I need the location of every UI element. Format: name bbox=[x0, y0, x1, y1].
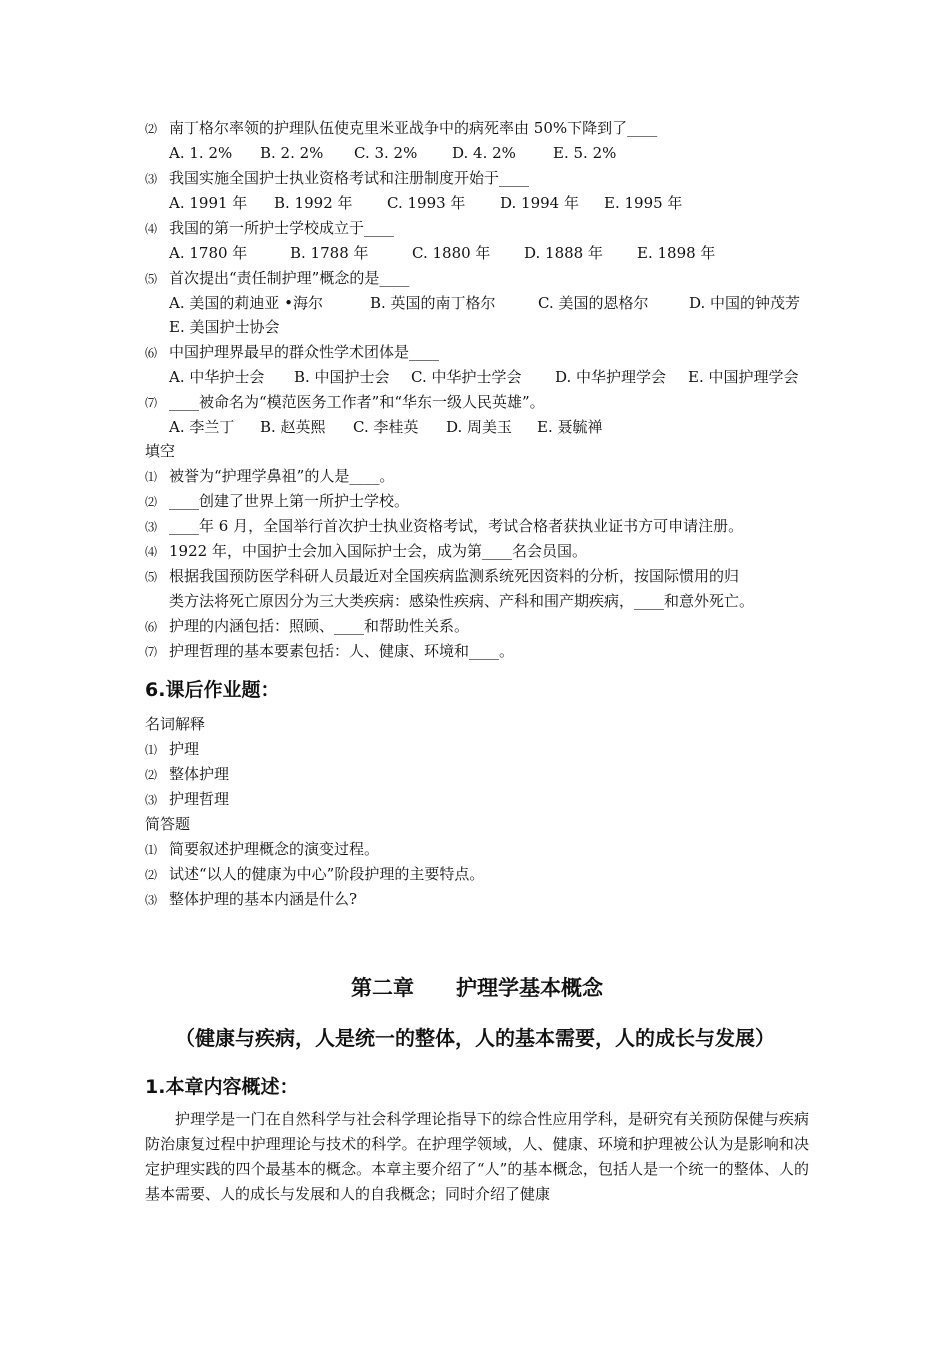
item-text: 护理哲理的基本要素包括：人、健康、环境和____。 bbox=[169, 642, 515, 660]
option-a: A. 1991 年 bbox=[169, 194, 248, 212]
item-number: ⑵ bbox=[145, 495, 158, 509]
option-e: E. 1995 年 bbox=[604, 194, 683, 212]
homework-title: 6.课后作业题： bbox=[145, 679, 280, 701]
item-text: 简要叙述护理概念的演变过程。 bbox=[169, 840, 380, 858]
option-d: D. 1888 年 bbox=[524, 244, 603, 262]
overview-paragraph: 护理学是一门在自然科学与社会科学理论指导下的综合性应用学科，是研究有关预防保健与疾病防治康复过程中护理理论与技术的科学。在护理学领域，人、健康、环境和护理被公认为是影响和决定护理实践的四个最基本的概念。本章主要介绍了“人”的基本概念，包括人是一个统一的整体、人的基本需要、人的成长与发展和人的自我概念；同时介绍了健康 bbox=[145, 1110, 809, 1203]
item-text: 整体护理的基本内涵是什么? bbox=[169, 890, 358, 908]
question-number: ⑶ bbox=[145, 172, 158, 186]
short-item bbox=[145, 864, 484, 885]
item-text: 1922 年，中国护士会加入国际护士会，成为第____名会员国。 bbox=[169, 542, 587, 560]
mcq-question bbox=[145, 118, 657, 139]
item-text: 护理的内涵包括：照顾、____和帮助性关系。 bbox=[169, 617, 470, 635]
item-text: 护理 bbox=[169, 740, 200, 758]
option-e: E. 1898 年 bbox=[637, 244, 716, 262]
option-row bbox=[0, 417, 950, 437]
mcq-question bbox=[145, 168, 529, 189]
question-number: ⑵ bbox=[145, 122, 158, 136]
option-row bbox=[0, 243, 950, 263]
question-text: 我国的第一所护士学校成立于____ bbox=[169, 219, 395, 237]
question-text: 中国护理界最早的群众性学术团体是____ bbox=[169, 343, 440, 361]
option-row bbox=[0, 367, 950, 387]
option-c: C. 李桂英 bbox=[353, 418, 419, 436]
item-text: 试述“以人的健康为中心”阶段护理的主要特点。 bbox=[169, 865, 485, 883]
short-item bbox=[145, 839, 379, 860]
item-text: 护理哲理 bbox=[169, 790, 230, 808]
item-number: ⑵ bbox=[145, 868, 158, 882]
fill-item bbox=[145, 516, 743, 537]
fill-heading: 填空 bbox=[145, 442, 176, 460]
option-row bbox=[0, 317, 950, 337]
terms-heading: 名词解释 bbox=[145, 715, 206, 733]
option-row bbox=[0, 293, 950, 313]
question-text: 我国实施全国护士执业资格考试和注册制度开始于____ bbox=[169, 169, 530, 187]
option-c: C. 美国的恩格尔 bbox=[538, 294, 649, 312]
option-c: C. 3. 2% bbox=[354, 144, 418, 162]
option-e: E. 中国护理学会 bbox=[688, 368, 799, 386]
option-row bbox=[0, 143, 950, 163]
option-d: D. 1994 年 bbox=[500, 194, 579, 212]
short-heading: 简答题 bbox=[145, 815, 191, 833]
option-d: D. 周美玉 bbox=[446, 418, 513, 436]
item-number: ⑶ bbox=[145, 793, 158, 807]
question-text: 南丁格尔率领的护理队伍使克里米亚战争中的病死率由 50%下降到了____ bbox=[169, 119, 658, 137]
option-a: A. 1780 年 bbox=[169, 244, 248, 262]
option-e: E. 美国护士协会 bbox=[169, 318, 280, 336]
question-text: ____被命名为“模范医务工作者”和“华东一级人民英雄”。 bbox=[169, 393, 545, 411]
option-a: A. 美国的莉迪亚 •海尔 bbox=[169, 294, 323, 312]
item-number: ⑴ bbox=[145, 843, 158, 857]
option-c: C. 中华护士学会 bbox=[411, 368, 522, 386]
item-text-continued: 类方法将死亡原因分为三大类疾病：感染性疾病、产科和围产期疾病，____和意外死亡。 bbox=[169, 592, 755, 610]
chapter-title bbox=[0, 975, 950, 1001]
chapter-number: 第二章 bbox=[351, 975, 414, 1000]
question-number: ⑹ bbox=[145, 346, 158, 360]
fill-item bbox=[145, 491, 409, 512]
chapter-name: 护理学基本概念 bbox=[456, 975, 603, 1000]
item-number: ⑷ bbox=[145, 545, 158, 559]
question-number: ⑺ bbox=[145, 396, 158, 410]
option-a: A. 李兰丁 bbox=[169, 418, 235, 436]
option-b: B. 赵英熙 bbox=[260, 418, 326, 436]
option-a: A. 中华护士会 bbox=[169, 368, 265, 386]
short-item bbox=[145, 889, 357, 910]
mcq-question bbox=[145, 392, 545, 413]
question-text: 首次提出“责任制护理”概念的是____ bbox=[169, 269, 410, 287]
question-number: ⑷ bbox=[145, 222, 158, 236]
fill-item bbox=[145, 541, 587, 562]
item-number: ⑺ bbox=[145, 645, 158, 659]
option-d: D. 中国的钟茂芳 bbox=[689, 294, 801, 312]
term-item bbox=[145, 739, 199, 760]
option-b: B. 1992 年 bbox=[274, 194, 353, 212]
option-d: D. 4. 2% bbox=[452, 144, 516, 162]
option-e: E. 聂毓禅 bbox=[537, 418, 603, 436]
option-row bbox=[0, 193, 950, 213]
item-number: ⑹ bbox=[145, 620, 158, 634]
option-b: B. 2. 2% bbox=[260, 144, 324, 162]
option-a: A. 1. 2% bbox=[169, 144, 233, 162]
overview-title: 1.本章内容概述： bbox=[145, 1076, 299, 1098]
chapter-subtitle: （健康与疾病，人是统一的整体，人的基本需要，人的成长与发展） bbox=[175, 1026, 775, 1050]
item-text: 根据我国预防医学科研人员最近对全国疾病监测系统死因资料的分析，按国际惯用的归 bbox=[169, 567, 740, 585]
option-c: C. 1880 年 bbox=[412, 244, 491, 262]
mcq-question bbox=[145, 342, 439, 363]
option-c: C. 1993 年 bbox=[387, 194, 466, 212]
question-number: ⑸ bbox=[145, 272, 158, 286]
item-number: ⑴ bbox=[145, 470, 158, 484]
mcq-question bbox=[145, 268, 409, 289]
term-item bbox=[145, 789, 229, 810]
item-text: 整体护理 bbox=[169, 765, 230, 783]
fill-item bbox=[145, 466, 394, 487]
item-text: ____创建了世界上第一所护士学校。 bbox=[169, 492, 410, 510]
fill-item bbox=[145, 566, 739, 587]
fill-item bbox=[145, 616, 469, 637]
item-text: 被誉为“护理学鼻祖”的人是____。 bbox=[169, 467, 395, 485]
option-b: B. 英国的南丁格尔 bbox=[370, 294, 496, 312]
option-e: E. 5. 2% bbox=[553, 144, 617, 162]
item-number: ⑶ bbox=[145, 520, 158, 534]
option-d: D. 中华护理学会 bbox=[555, 368, 667, 386]
mcq-question bbox=[145, 218, 394, 239]
option-b: B. 中国护士会 bbox=[294, 368, 390, 386]
fill-item bbox=[145, 641, 514, 662]
item-number: ⑶ bbox=[145, 893, 158, 907]
item-number: ⑸ bbox=[145, 570, 158, 584]
option-b: B. 1788 年 bbox=[290, 244, 369, 262]
item-text: ____年 6 月，全国举行首次护士执业资格考试，考试合格者获执业证书方可申请注册。 bbox=[169, 517, 744, 535]
item-number: ⑴ bbox=[145, 743, 158, 757]
term-item bbox=[145, 764, 229, 785]
item-number: ⑵ bbox=[145, 768, 158, 782]
